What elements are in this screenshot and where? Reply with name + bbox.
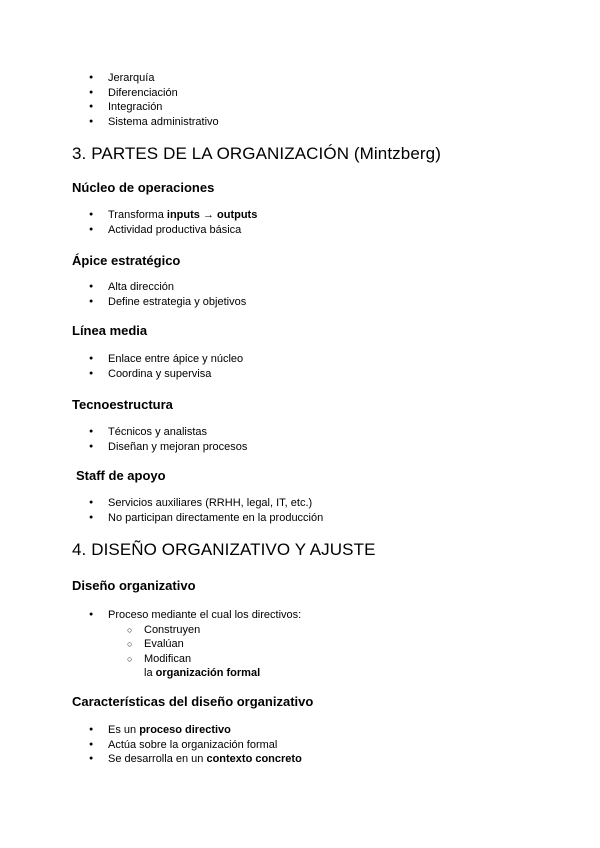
- intro-list: [0, 71, 219, 129]
- nucleo-heading: Núcleo de operaciones: [72, 180, 215, 195]
- list-item: ● No participan directamente en la producción: [72, 511, 323, 526]
- item-text: Es un: [108, 724, 140, 736]
- section-4-title: 4. DISEÑO ORGANIZATIVO Y AJUSTE: [72, 540, 376, 559]
- staff-heading: Staff de apoyo: [76, 468, 166, 483]
- sublist-item: ○ Modifican: [108, 652, 301, 667]
- sublist-item: ○ Evalúan: [108, 637, 301, 652]
- item-text: la: [144, 667, 156, 680]
- list-item: [72, 752, 302, 767]
- list-item: [72, 723, 302, 738]
- caract-heading: Características del diseño organizativo: [72, 694, 314, 709]
- continuation-text: [144, 666, 301, 681]
- linea-heading: Línea media: [72, 323, 148, 338]
- item-text: Transforma: [108, 209, 167, 221]
- section-3-title: 3. PARTES DE LA ORGANIZACIÓN (Mintzberg): [72, 144, 441, 163]
- list-item: ● Jerarquía: [72, 71, 219, 86]
- item-bold: organización formal: [155, 667, 261, 680]
- arrow-text: →: [199, 209, 218, 221]
- list-item: ● Coordina y supervisa: [72, 367, 243, 382]
- list-item: ● Actividad productiva básica: [72, 223, 257, 238]
- item-bold: contexto concreto: [206, 753, 302, 766]
- tecno-list: [0, 425, 247, 454]
- apice-list: [0, 280, 246, 309]
- staff-list: [0, 496, 323, 525]
- item-bold: outputs: [217, 209, 258, 221]
- caract-list: [0, 723, 302, 767]
- list-item: ● Actúa sobre la organización formal: [72, 738, 302, 753]
- list-item: ● Enlace entre ápice y núcleo: [72, 352, 243, 367]
- apice-heading: Ápice estratégico: [72, 253, 181, 268]
- tecno-heading: Tecnoestructura: [72, 397, 173, 412]
- list-item: ● Integración: [72, 100, 219, 115]
- list-item: ● Sistema administrativo: [72, 115, 219, 130]
- list-item: ● Técnicos y analistas: [72, 425, 247, 440]
- list-item: [72, 208, 257, 223]
- diseno-heading: Diseño organizativo: [72, 578, 196, 593]
- sublist-item: ○ Construyen: [108, 623, 301, 638]
- linea-list: [0, 352, 243, 381]
- list-item: ● Alta dirección: [72, 280, 246, 295]
- list-item: ● Servicios auxiliares (RRHH, legal, IT, etc.): [72, 496, 323, 511]
- list-item: ● Diseñan y mejoran procesos: [72, 440, 247, 455]
- nucleo-list: [0, 208, 257, 237]
- list-item: ● Diferenciación: [72, 86, 219, 101]
- item-bold: proceso directivo: [139, 724, 231, 736]
- list-item: ● Define estrategia y objetivos: [72, 295, 246, 310]
- diseno-list: [0, 608, 301, 681]
- list-item: ● Proceso mediante el cual los directivos:: [72, 608, 301, 623]
- item-bold: inputs: [166, 209, 200, 221]
- item-text: Se desarrolla en un: [108, 753, 207, 766]
